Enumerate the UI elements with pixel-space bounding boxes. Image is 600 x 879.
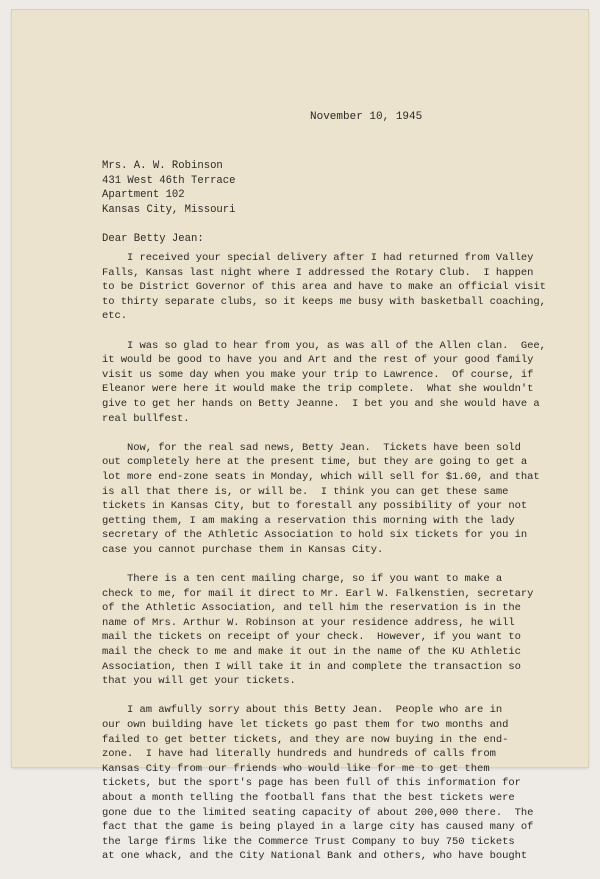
letter-paragraph bbox=[102, 339, 552, 427]
text-line: There is a ten cent mailing charge, so if you want to make a bbox=[102, 573, 503, 586]
text-line: fact that the game is being played in a large city has caused many of bbox=[102, 821, 534, 834]
text-line: Kansas City from our friends who would like for me to get them bbox=[102, 762, 490, 775]
text-line: name of Mrs. Arthur W. Robinson at your residence address, he will bbox=[102, 616, 515, 629]
text-line: at one whack, and the City National Bank and others, who have bought bbox=[102, 850, 528, 863]
text-line: of the Athletic Association, and tell him the reservation is in the bbox=[102, 602, 521, 615]
text-line: the large firms like the Commerce Trust Company to buy 750 tickets bbox=[102, 835, 515, 848]
letter-paragraph bbox=[102, 572, 552, 689]
text-line: mail the tickets on receipt of your check. However, if you want to bbox=[102, 631, 521, 644]
text-line: etc. bbox=[102, 310, 128, 323]
text-line: to be District Governor of this area and have to make an official visit bbox=[102, 281, 546, 294]
letter-page bbox=[12, 10, 588, 863]
address-line: 431 West 46th Terrace bbox=[102, 174, 236, 187]
recipient-address bbox=[102, 159, 236, 217]
text-line: Eleanor were here it would make the trip complete. What she wouldn't bbox=[102, 383, 534, 396]
text-line: to thirty separate clubs, so it keeps me busy with basketball coaching, bbox=[102, 295, 546, 308]
text-line: about a month telling the football fans that the best tickets were bbox=[102, 791, 515, 804]
text-line: gone due to the limited seating capacity of about 200,000 there. The bbox=[102, 806, 534, 819]
text-line: I received your special delivery after I had returned from Valley bbox=[102, 252, 534, 264]
text-line: failed to get better tickets, and they are now buying in the end- bbox=[102, 733, 509, 746]
text-line: Association, then I will take it in and complete the transaction so bbox=[102, 660, 521, 673]
text-line: I am awfully sorry about this Betty Jean. People who are in bbox=[102, 704, 503, 717]
text-line: real bullfest. bbox=[102, 412, 190, 425]
text-line: give to get her hands on Betty Jeanne. I bet you and she would have a bbox=[102, 397, 540, 410]
address-line: Kansas City, Missouri bbox=[102, 203, 236, 216]
text-line: visit us some day when you make your trip to Lawrence. Of course, if bbox=[102, 368, 534, 381]
letter-body bbox=[102, 251, 552, 879]
text-line: tickets, but the sport's page has been full of this information for bbox=[102, 777, 521, 790]
text-line: secretary of the Athletic Association to hold six tickets for you in bbox=[102, 529, 528, 542]
text-line: Now, for the real sad news, Betty Jean. Tickets have been sold bbox=[102, 441, 521, 454]
text-line: it would be good to have you and Art and the rest of your good family bbox=[102, 354, 534, 367]
text-line: out completely here at the present time, but they are going to get a bbox=[102, 456, 528, 469]
text-line: Falls, Kansas last night where I addressed the Rotary Club. I happen bbox=[102, 266, 534, 279]
text-line: our own building have let tickets go past them for two months and bbox=[102, 719, 509, 731]
salutation: Dear Betty Jean: bbox=[102, 233, 204, 245]
address-line: Apartment 102 bbox=[102, 189, 185, 201]
text-line: lot more end-zone seats in Monday, which will sell for $1.60, and that bbox=[102, 470, 540, 483]
letter-paragraph bbox=[102, 251, 552, 324]
letter-paragraph bbox=[102, 441, 552, 558]
address-line: Mrs. A. W. Robinson bbox=[102, 160, 223, 172]
letter-paragraph bbox=[102, 703, 552, 864]
text-line: case you cannot purchase them in Kansas City. bbox=[102, 543, 384, 556]
letter-date: November 10, 1945 bbox=[310, 111, 423, 123]
text-line: I was so glad to hear from you, as was all of the Allen clan. Gee, bbox=[102, 339, 546, 352]
text-line: that you will get your tickets. bbox=[102, 675, 296, 688]
text-line: mail the check to me and make it out in the name of the KU Athletic bbox=[102, 646, 521, 659]
text-line: getting them, I am making a reservation this morning with the lady bbox=[102, 514, 515, 527]
text-line: zone. I have had literally hundreds and hundreds of calls from bbox=[102, 748, 496, 761]
text-line: tickets in Kansas City, but to forestall any possibility of your not bbox=[102, 500, 528, 513]
text-line: check to me, for mail it direct to Mr. Earl W. Falkenstien, secretary bbox=[102, 587, 534, 600]
text-line: is all that there is, or will be. I think you can get these same bbox=[102, 485, 509, 498]
